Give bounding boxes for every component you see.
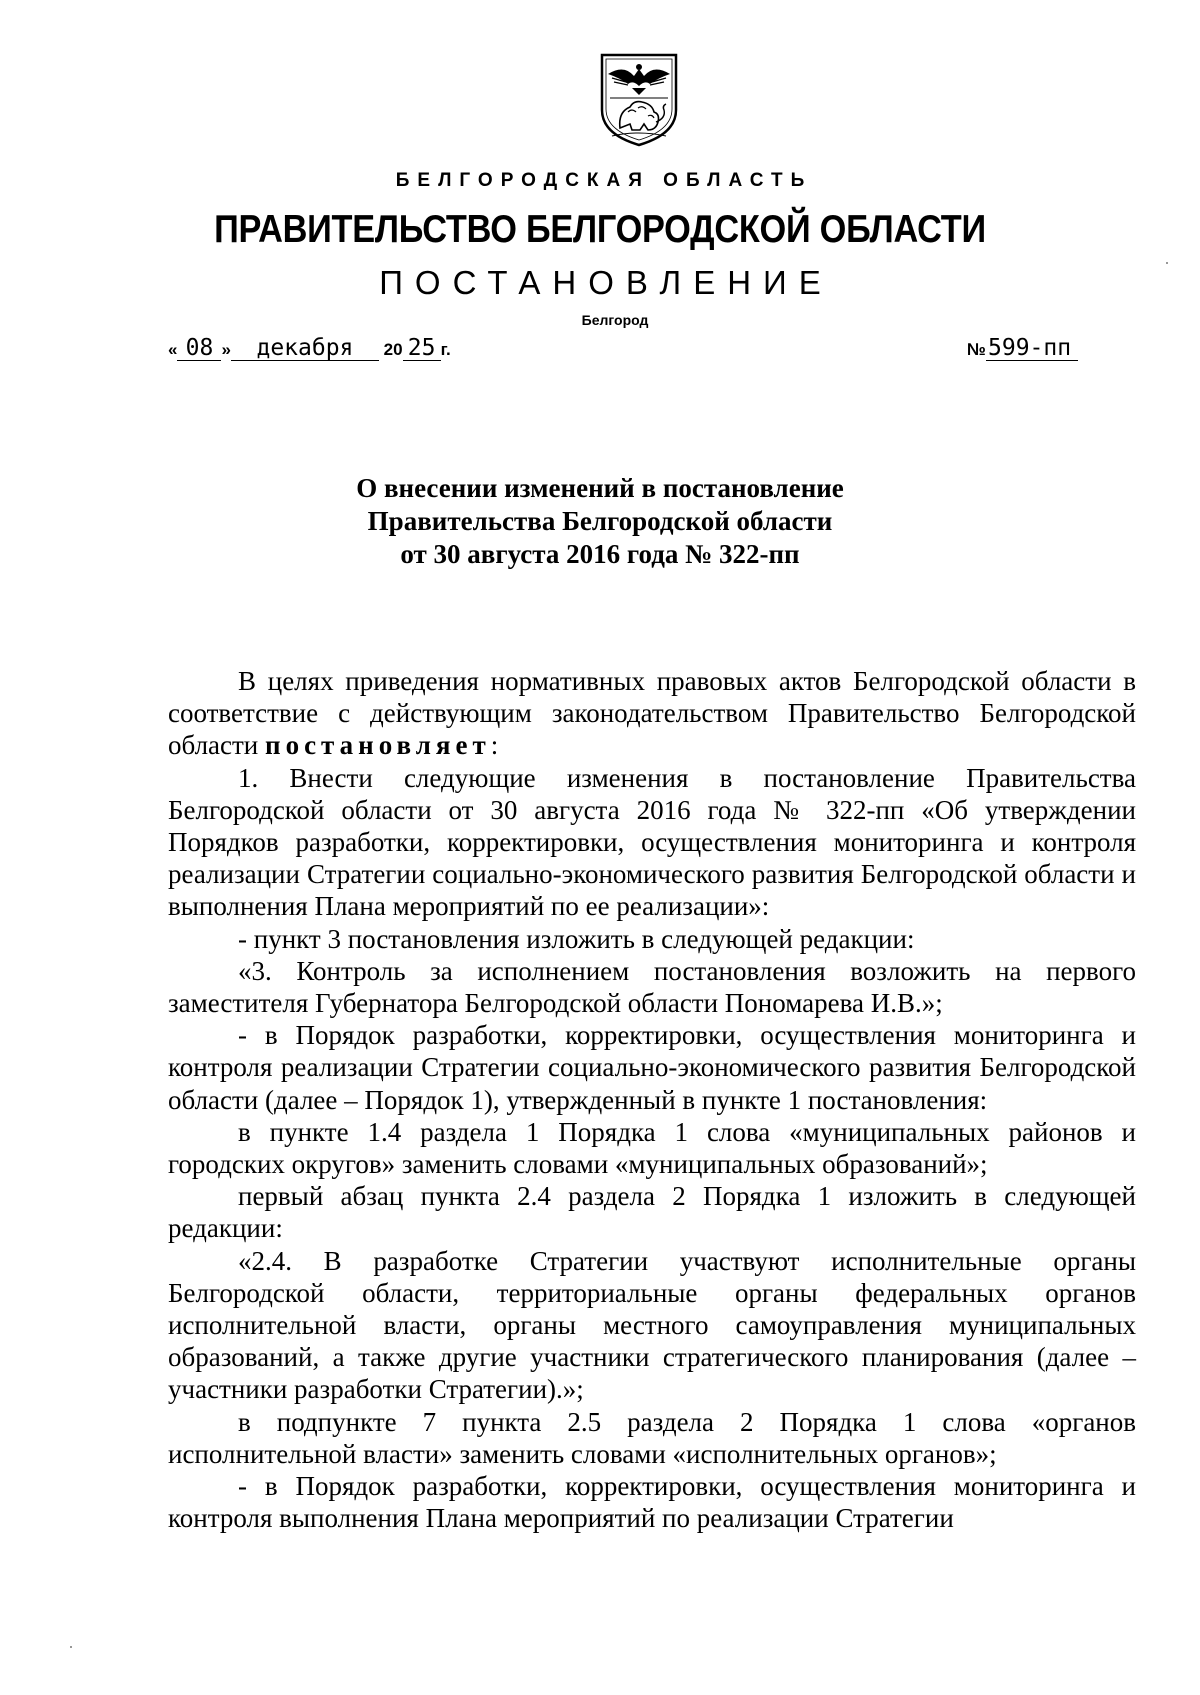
government-name: ПРАВИТЕЛЬСТВО БЕЛГОРОДСКОЙ ОБЛАСТИ	[214, 208, 986, 251]
preamble-text: В целях приведения нормативных правовых актов Белгородской области в соответствие с действующим законодательством Правительство Белгородской области	[168, 666, 1136, 761]
title-line-1: О внесении изменений в постановление	[356, 473, 844, 503]
title-line-3: от 30 августа 2016 года № 322-пп	[400, 539, 800, 569]
paragraph-subpoint-7: в подпункте 7 пункта 2.5 раздела 2 Порядка 1 слова «органов исполнительной власти» заменить словами «исполнительных органов»;	[168, 1406, 1136, 1469]
paragraph-item-1: 1. Внести следующие изменения в постановление Правительства Белгородской области от 30 августа 2016 года № 322-пп «Об утверждении Порядков разработки, корректировки, осуществления мониторинга и контроля реализации Стратегии социально-экономического развития Белгородской области и выполнения Плана мероприятий по ее реализации»:	[168, 762, 1136, 922]
paragraph-point-2-4: первый абзац пункта 2.4 раздела 2 Порядка 1 изложить в следующей редакции:	[168, 1181, 1136, 1244]
date-open-quote: «	[168, 340, 178, 359]
number-sign: №	[967, 340, 986, 359]
date-month: декабря	[231, 336, 379, 361]
title-line-2: Правительства Белгородской области	[367, 506, 833, 536]
paragraph-quote-2-4: «2.4. В разработке Стратегии участвуют исполнительные органы Белгородской области, территориальные органы федеральных органов исполнительной власти, органы местного самоуправления муниципальных образований, а также другие участники стратегического планирования (далее – участники разработки Стратегии).»;	[168, 1245, 1136, 1405]
date-close-quote: »	[221, 340, 231, 359]
preamble-end: :	[490, 730, 499, 761]
date-year-suffix: 25	[403, 336, 441, 361]
date-year-prefix: 20	[383, 340, 403, 359]
document-title	[0, 472, 1200, 571]
date-year-mark: г.	[440, 340, 451, 359]
document-type: ПОСТАНОВЛЕНИЕ	[379, 264, 833, 301]
scan-speck	[1166, 262, 1168, 264]
scan-speck	[70, 1646, 72, 1648]
paragraph-preamble	[168, 665, 1136, 762]
document-body	[168, 665, 1136, 1534]
paragraph-quote-3: «3. Контроль за исполнением постановления возложить на первого заместителя Губернатора Белгородской области Пономарева И.В.»;	[168, 955, 1136, 1019]
coat-of-arms-icon	[598, 52, 680, 148]
city-name: Белгород	[581, 312, 649, 328]
document-number	[967, 336, 1078, 361]
preamble-emphasis: постановляет	[265, 730, 491, 761]
number-value: 599-пп	[986, 336, 1078, 361]
paragraph-item-point-3: - пункт 3 постановления изложить в следующей редакции:	[238, 923, 915, 954]
paragraph-order-1: - в Порядок разработки, корректировки, осуществления мониторинга и контроля реализации Стратегии социально-экономического развития Белгородской области (далее – Порядок 1), утвержденный в пункте 1 постановления:	[168, 1020, 1136, 1115]
date-day: 08	[177, 336, 221, 361]
region-name: БЕЛГОРОДСКАЯ ОБЛАСТЬ	[395, 170, 813, 191]
paragraph-order-2: - в Порядок разработки, корректировки, осуществления мониторинга и контроля выполнения Плана мероприятий по реализации Стратегии	[168, 1471, 1136, 1534]
paragraph-point-1-4: в пункте 1.4 раздела 1 Порядка 1 слова «муниципальных районов и городских округов» заменить словами «муниципальных образований»;	[168, 1116, 1136, 1180]
document-date	[168, 336, 451, 361]
